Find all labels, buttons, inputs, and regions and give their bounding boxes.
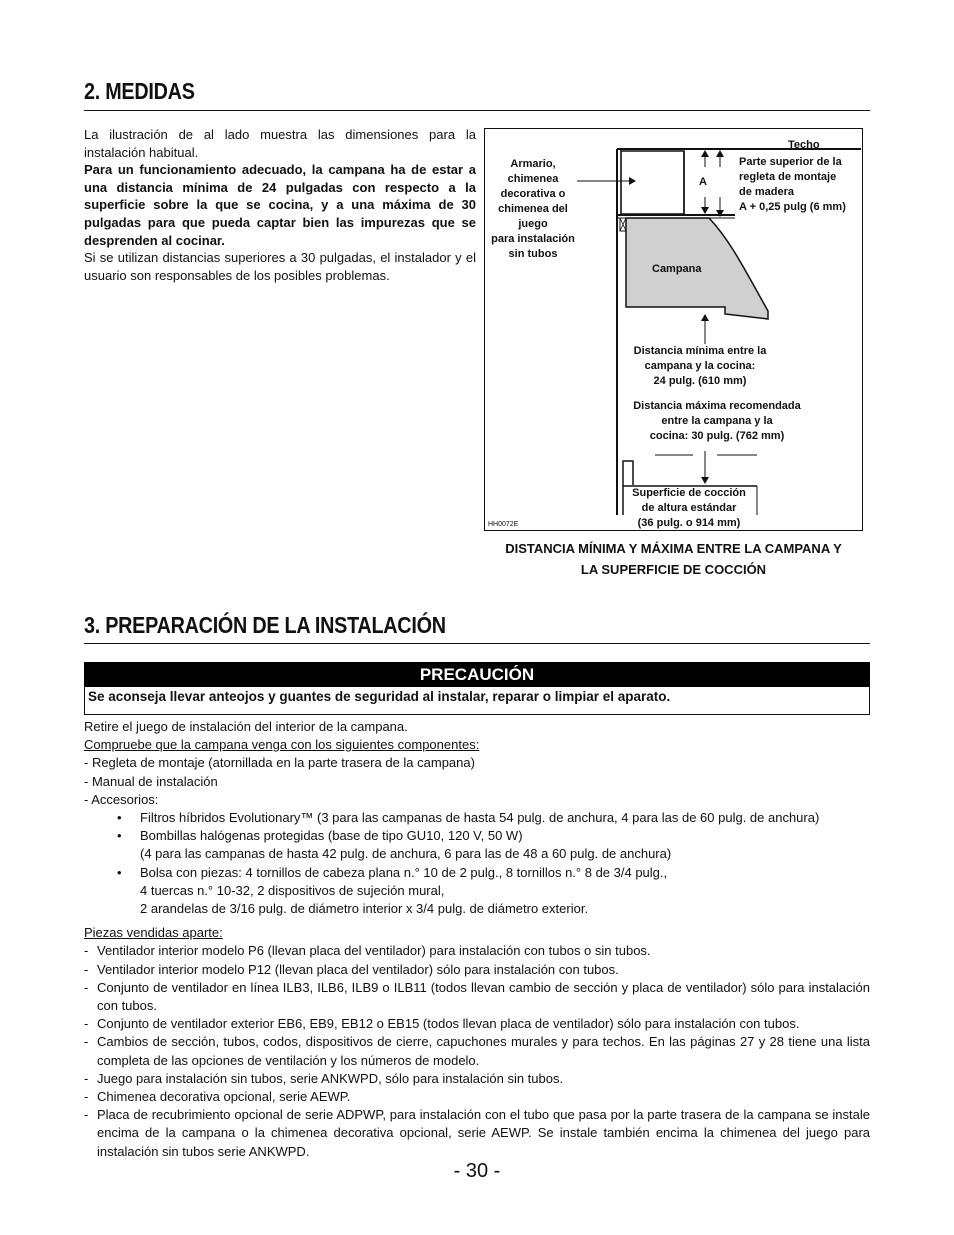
mounting-strip-label: Parte superior de la regleta de montaje de madera A + 0,25 pulg (6 mm) <box>739 156 846 213</box>
sold-separately-heading: Piezas vendidas aparte: <box>84 925 223 941</box>
list-item: - Conjunto de ventilador exterior EB6, EB9, EB12 o EB15 (todos llevan placa de ventilador) sólo para instalación con tubos. <box>84 1016 800 1032</box>
section-2-title: 2. MEDIDAS <box>84 78 195 104</box>
cabinet-label: Armario, chimenea decorativa o chimenea del juego para instalación sin tubos <box>491 158 575 260</box>
dimensions-figure <box>484 128 863 531</box>
installation-body <box>84 718 870 1161</box>
bullet-filters: • Filtros híbridos Evolutionary™ (3 para las campanas de hasta 54 pulg. de anchura, 4 para las de 60 pulg. de anchura) <box>117 810 820 826</box>
intro-paragraph-3: Si se utilizan distancias superiores a 30 pulgadas, el instalador y el usuario son responsables de los posibles problemas. <box>84 250 476 283</box>
caution-text: Se aconseja llevar anteojos y guantes de seguridad al instalar, reparar o limpiar el aparato. <box>84 687 870 715</box>
sold-separately-list <box>84 942 870 1160</box>
body-line-accessories: - Accesorios: <box>84 791 159 807</box>
dimension-a-label: A <box>699 176 707 188</box>
section-2-rule <box>84 110 870 111</box>
body-line-manual: - Manual de instalación <box>84 773 218 789</box>
body-line-check-components: Compruebe que la campana venga con los siguientes componentes: <box>84 737 480 753</box>
list-item: - Juego para instalación sin tubos, serie ANKWPD, sólo para instalación sin tubos. <box>84 1070 564 1086</box>
cooking-surface-label: Superficie de cocción de altura estándar (36 pulg. o 914 mm) <box>632 487 746 529</box>
bullet-parts-bag: • Bolsa con piezas: 4 tornillos de cabeza plana n.° 10 de 2 pulg., 8 tornillos n.° 8 de 3/4 pulg., 4 tuercas n.° 10-32, 2 dispositivos de sujeción mural, 2 arandelas de 3/16 pulg. de diámetro interior x 3/4 pulg. de diámetro exterior. <box>117 864 668 917</box>
bullet-bulbs: • Bombillas halógenas protegidas (base de tipo GU10, 120 V, 50 W) (4 para las campanas de hasta 42 pulg. de anchura, 6 para las de 48 a 60 pulg. de anchura) <box>117 828 672 862</box>
figure-caption: DISTANCIA MÍNIMA Y MÁXIMA ENTRE LA CAMPANA Y LA SUPERFICIE DE COCCIÓN <box>505 541 842 577</box>
page-number: - 30 - <box>453 1160 501 1182</box>
hood-label: Campana <box>652 263 702 275</box>
list-item: - Chimenea decorativa opcional, serie AEWP. <box>84 1089 351 1105</box>
intro-paragraph-1: La ilustración de al lado muestra las dimensiones para la instalación habitual. <box>84 127 476 160</box>
list-item: - Ventilador interior modelo P6 (llevan placa del ventilador) para instalación con tubos o sin tubos. <box>84 943 651 959</box>
list-item: - Ventilador interior modelo P12 (llevan placa del ventilador) sólo para instalación con tubos. <box>84 961 619 977</box>
section-3-rule <box>84 643 870 644</box>
body-line-remove-kit: Retire el juego de instalación del interior de la campana. <box>84 719 408 734</box>
body-line-mounting-strip: - Regleta de montaje (atornillada en la parte trasera de la campana) <box>84 755 475 771</box>
min-distance-label: Distancia mínima entre la campana y la cocina: 24 pulg. (610 mm) <box>633 345 767 387</box>
intro-paragraph-2: Para un funcionamiento adecuado, la campana ha de estar a una distancia mínima de 24 pulgadas con respecto a la superficie sobre la que se cocina, y a una máxima de 30 pulgadas para que pueda captar bien las impurezas que se desprenden al cocinar. <box>84 162 476 248</box>
list-item: - Conjunto de ventilador en línea ILB3, ILB6, ILB9 o ILB11 (todos llevan cambio de sección y placa de ventilador) sólo para instalación con tubos. <box>84 979 870 1014</box>
cabinet-shape <box>621 151 684 214</box>
caution-header: PRECAUCIÓN <box>84 662 870 687</box>
list-item: - Placa de recubrimiento opcional de serie ADPWP, para instalación con el tubo que pasa por la parte trasera de la campana se instale encima de la campana o la chimenea decorativa opcional, serie AEWP. Se instale también encima la chimenea del juego para instalación sin tubos serie ANKWPD. <box>84 1107 870 1159</box>
figure-code: HH0072E <box>488 521 519 528</box>
list-item: - Cambios de sección, tubos, codos, dispositivos de cierre, capuchones murales y para techos. En las páginas 27 y 28 tiene una lista completa de las opciones de ventilación y los números de modelo. <box>84 1034 870 1068</box>
ceiling-label: Techo <box>788 139 820 151</box>
section-3-title: 3. PREPARACIÓN DE LA INSTALACIÓN <box>84 612 446 638</box>
max-distance-label: Distancia máxima recomendada entre la campana y la cocina: 30 pulg. (762 mm) <box>633 400 801 442</box>
section-2-intro <box>84 126 476 284</box>
